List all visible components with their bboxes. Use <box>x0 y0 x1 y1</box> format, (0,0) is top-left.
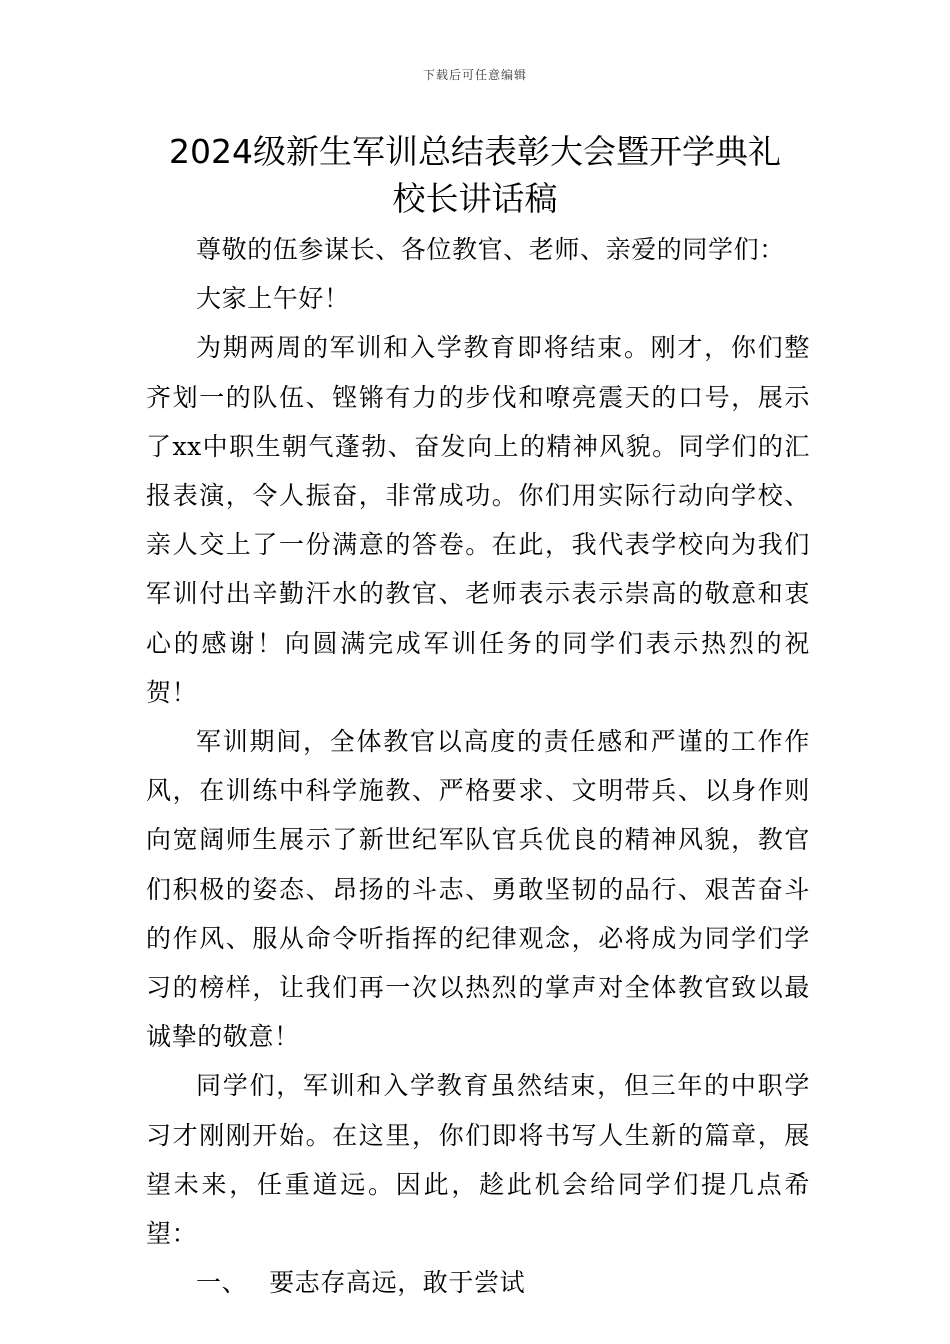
salutation: 尊敬的伍参谋长、各位教官、老师、亲爱的同学们： <box>196 235 785 264</box>
document-title <box>80 128 870 222</box>
section-number: 一、 <box>196 1268 248 1298</box>
section-heading <box>146 1258 810 1307</box>
title-line-1: 2024级新生军训总结表彰大会暨开学典礼 <box>169 132 781 171</box>
greeting: 大家上午好！ <box>196 284 350 314</box>
body-paragraph: 军训期间，全体教官以高度的责任感和严谨的工作作风，在训练中科学施教、严格要求、文明带兵、以身作则向宽阔师生展示了新世纪军队官兵优良的精神风貌，教官们积极的姿态、昂扬的斗志、勇敢坚韧的品行、艰苦奋斗的作风、服从命令听指挥的纪律观念，必将成为同学们学习的榜样，让我们再一次以热烈的掌声对全体教官致以最诚挚的敬意！ <box>146 727 810 1052</box>
section-heading-text: 要志存高远，敢于尝试 <box>269 1268 526 1298</box>
document-body <box>146 225 810 1307</box>
header-note: 下载后可任意编辑 <box>422 68 527 82</box>
body-paragraph: 同学们，军训和入学教育虽然结束，但三年的中职学习才刚刚开始。在这里，你们即将书写人生新的篇章，展望未来，任重道远。因此，趁此机会给同学们提几点希望： <box>146 1071 810 1249</box>
title-line-2: 校长讲话稿 <box>392 179 558 218</box>
body-paragraph: 为期两周的军训和入学教育即将结束。刚才，你们整齐划一的队伍、铿锵有力的步伐和嘹亮震天的口号，展示了xx中职生朝气蓬勃、奋发向上的精神风貌。同学们的汇报表演，令人振奋，非常成功。你们用实际行动向学校、亲人交上了一份满意的答卷。在此，我代表学校向为我们军训付出辛勤汗水的教官、老师表示表示崇高的敬意和衷心的感谢！向圆满完成军训任务的同学们表示热烈的祝贺！ <box>146 333 810 707</box>
